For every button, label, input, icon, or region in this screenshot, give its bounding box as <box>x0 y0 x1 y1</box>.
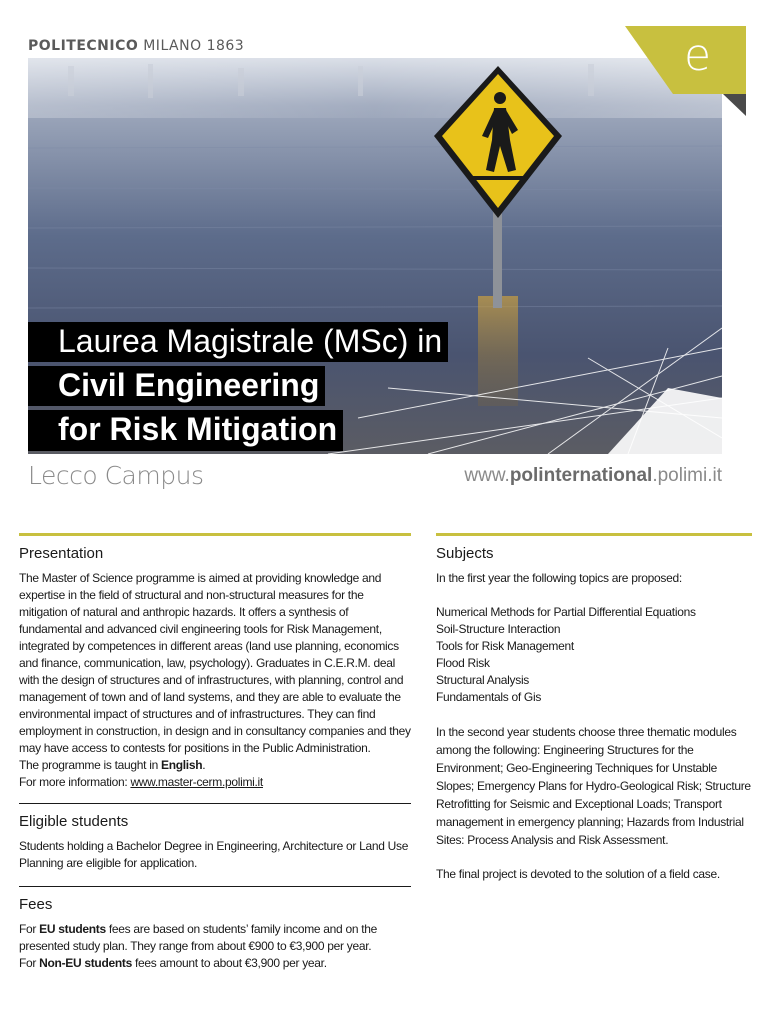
title-line-degree: Laurea Magistrale (MSc) in <box>28 322 448 362</box>
subjects-final-project: The final project is devoted to the solution of a field case. <box>436 867 720 881</box>
campus-name: Lecco Campus <box>28 461 204 490</box>
list-item: Tools for Risk Management <box>436 639 574 653</box>
non-eu-students-label: Non-EU students <box>39 956 132 970</box>
eu-students-label: EU students <box>39 922 106 936</box>
list-item: Structural Analysis <box>436 673 530 687</box>
fees-body <box>19 921 411 972</box>
subjects-heading: Subjects <box>436 545 494 562</box>
list-item: Soil-Structure Interaction <box>436 622 561 636</box>
website-domain-bold: polinternational <box>509 465 653 486</box>
subjects-list <box>436 604 752 706</box>
brand-name-bold: POLITECNICO <box>28 38 139 54</box>
fees-heading: Fees <box>19 896 53 913</box>
right-column <box>436 533 752 883</box>
brand-name-rest: MILANO 1863 <box>138 38 245 54</box>
title-line-focus: for Risk Mitigation <box>28 410 343 450</box>
programme-title <box>28 322 448 455</box>
fees-non-eu: For Non-EU students fees amount to about €3,900 per year. <box>19 956 327 970</box>
subjects-intro: In the first year the following topics are proposed: <box>436 571 682 585</box>
master-website-link[interactable]: www.master-cerm.polimi.it <box>130 775 263 789</box>
eligible-text: Students holding a Bachelor Degree in Engineering, Architecture or Land Use Planning are eligible for application. <box>19 839 409 870</box>
eligible-body <box>19 838 411 872</box>
eligible-heading: Eligible students <box>19 813 129 830</box>
list-item: Numerical Methods for Partial Differential Equations <box>436 605 696 619</box>
website-url[interactable] <box>464 465 722 487</box>
presentation-text: The Master of Science programme is aimed at providing knowledge and expertise in the field of structural and non-structural measures for the mitigation of natural and anthropic hazards. It offers a synthesis of fundamental and advanced civil engineering tools for Risk Management, integrated by competences in different areas (land use planning, economics and finance, communication, law, psychology). Graduates in C.E.R.M. deal with the design of structures and of infrastructures, with planning, control and management of town and of land systems, and they are able to evaluate the environmental impact of structures and of infrastructures. They can find employment in construction, in design and in consultancy companies and they may have access to contests for positions in the Public Administration. <box>19 571 411 755</box>
subjects-second-year: In the second year students choose three thematic modules among the following: Engineering Structures for the Environment; Geo-Engineering Techniques for Unstable Slopes; Emergency Plans for Hydro-Geological Risk; Structure Retrofitting for Seismic and Exceptional Loads; Transport management in emergency planning; Hazards from Industrial Sites: Process Analysis and Risk Assessment. <box>436 725 751 847</box>
left-column <box>19 533 411 972</box>
university-brand <box>28 38 244 54</box>
website-prefix: www. <box>464 465 510 486</box>
presentation-info: For more information: www.master-cerm.polimi.it <box>19 775 263 789</box>
subjects-body <box>436 570 752 883</box>
presentation-heading: Presentation <box>19 545 104 562</box>
fees-eu: For EU students fees are based on students’ family income and on the presented study plan. They range from about €900 to €3,900 per year. <box>19 922 378 953</box>
language-english: English <box>160 758 203 772</box>
presentation-body <box>19 570 411 791</box>
e-badge-letter: e <box>684 30 712 81</box>
list-item: Fundamentals of Gis <box>436 690 542 704</box>
title-line-subject: Civil Engineering <box>28 366 325 406</box>
presentation-language: The programme is taught in English. <box>19 758 206 772</box>
website-suffix: .polimi.it <box>652 465 722 486</box>
list-item: Flood Risk <box>436 656 490 670</box>
